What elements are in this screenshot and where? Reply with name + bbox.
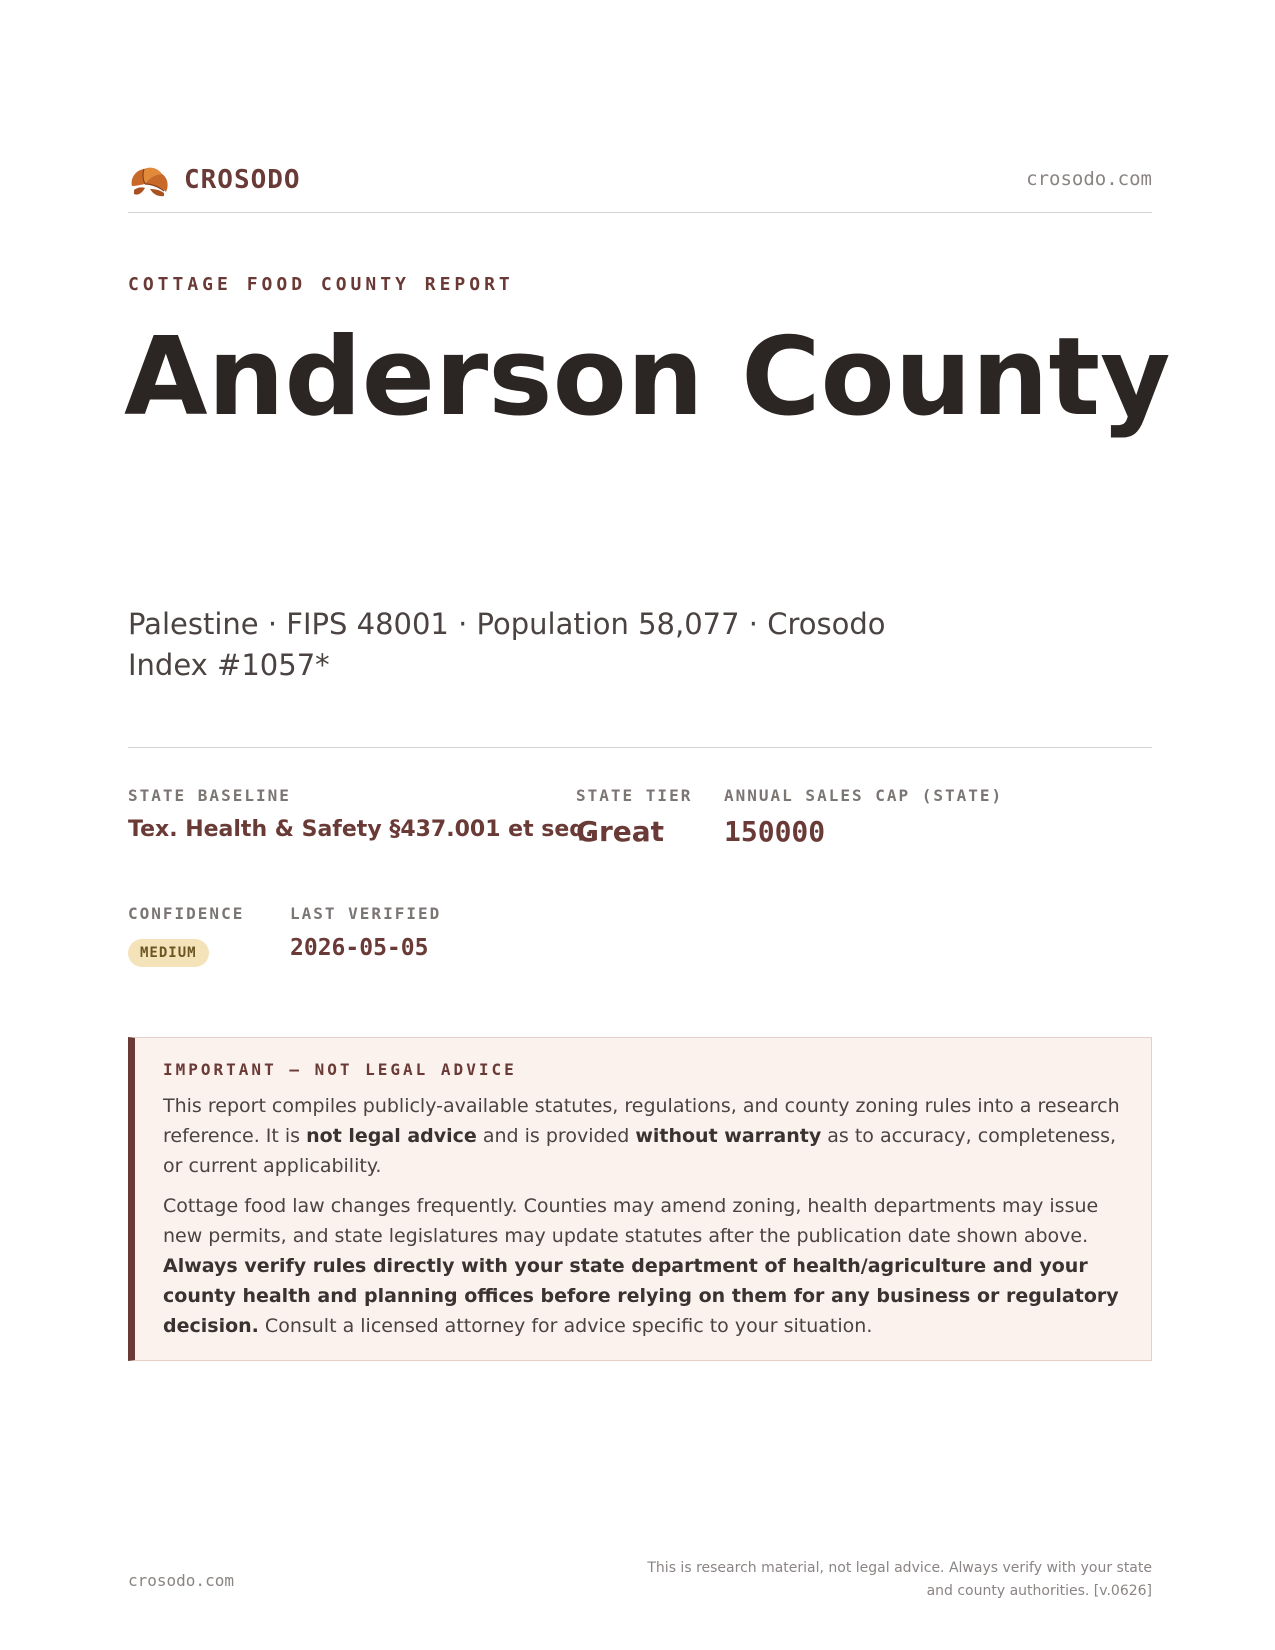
header-site-url[interactable]: crosodo.com [1026,168,1152,190]
disclaimer-text: and is provided [476,1125,636,1147]
disclaimer-text: as to accuracy, completeness, or current applicability. [163,1125,1117,1177]
section-divider [128,747,1152,748]
fact-last-verified [290,904,441,961]
disclaimer-text: This report compiles publicly-available statutes, regulations, and county zoning rules into a research reference. It is [163,1095,1120,1147]
page-title: Anderson County [124,315,1171,440]
fact-annual-sales-cap [724,786,1003,848]
disclaimer-emphasis: not legal advice [306,1125,477,1147]
disclaimer-paragraph-2 [163,1191,1125,1341]
fact-value: 150000 [724,815,826,848]
fact-label: STATE BASELINE [128,786,291,805]
fact-value: 2026-05-05 [290,935,429,961]
disclaimer-emphasis: without warranty [635,1125,822,1147]
fact-value: Tex. Health & Safety §437.001 et seq. [128,817,594,842]
confidence-badge: MEDIUM [128,939,209,967]
footer-site-url[interactable]: crosodo.com [128,1571,234,1590]
croissant-icon [128,160,170,200]
fact-confidence [128,904,244,967]
fact-label: CONFIDENCE [128,904,245,923]
fact-label: LAST VERIFIED [290,904,442,923]
fact-state-baseline [128,786,593,842]
fact-state-tier [576,786,692,848]
disclaimer-paragraph-1 [163,1091,1125,1181]
fact-label: ANNUAL SALES CAP (STATE) [724,786,1004,805]
disclaimer-heading: IMPORTANT — NOT LEGAL ADVICE [163,1060,517,1079]
brand[interactable] [128,160,301,200]
disclaimer-text: Cottage food law changes frequently. Counties may amend zoning, health departments may issue new permits, and state legislatures may update statutes after the publication date shown above. [163,1195,1099,1247]
disclaimer-text: Consult a licensed attorney for advice specific to your situation. [258,1315,873,1337]
report-page [124,0,1171,1650]
legal-disclaimer-callout [128,1037,1152,1361]
report-kicker: COTTAGE FOOD COUNTY REPORT [128,274,514,295]
disclaimer-emphasis: Always verify rules directly with your state department of health/agriculture and your county health and planning offices before relying on them for any business or regulatory decision. [163,1255,1119,1337]
fact-label: STATE TIER [576,786,693,805]
report-subtitle: Palestine · FIPS 48001 · Population 58,077 · Crosodo Index #1057* [128,607,886,682]
page-header [128,160,1152,213]
footer-disclaimer: This is research material, not legal advice. Always verify with your state and county authorities. [v.0626] [647,1560,1152,1599]
fact-value: Great [576,815,665,848]
brand-name: CROSODO [184,165,301,195]
